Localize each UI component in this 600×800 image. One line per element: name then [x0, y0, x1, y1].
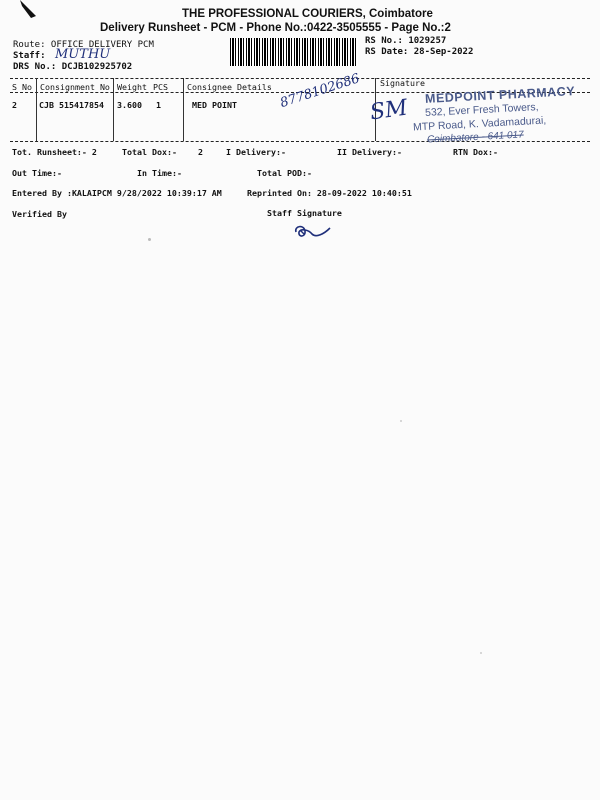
col-divider	[113, 78, 114, 141]
tot-runsheet: Tot. Runsheet:- 2	[12, 147, 97, 157]
company-title: THE PROFESSIONAL COURIERS, Coimbatore	[182, 8, 433, 20]
corner-mark	[18, 0, 40, 20]
col-header-weight: Weight	[117, 82, 147, 92]
verified-by: Verified By	[12, 209, 67, 219]
col-divider	[183, 78, 184, 141]
entered-by: Entered By :KALAIPCM 9/28/2022 10:39:17 AM	[12, 188, 222, 198]
col-header-signature: Signature	[380, 78, 425, 88]
in-time: In Time:-	[137, 168, 182, 178]
route-text: Route: OFFICE DELIVERY PCM	[13, 40, 154, 50]
col-header-sno: S No	[12, 82, 32, 92]
barcode	[230, 38, 358, 66]
scan-speck	[480, 652, 482, 654]
total-pod: Total POD:-	[257, 168, 312, 178]
handwritten-signature: SM	[368, 95, 410, 126]
staff-name-handwritten: MUTHU	[55, 47, 111, 62]
runsheet-subtitle: Delivery Runsheet - PCM - Phone No.:0422-3505555 - Page No.:2	[100, 22, 451, 34]
handwritten-phone-number: 8778102686	[278, 71, 362, 111]
scan-speck	[400, 420, 402, 422]
total-dox-label: Total Dox:-	[122, 147, 177, 157]
staff-signature-label: Staff Signature	[267, 208, 342, 218]
ii-delivery: II Delivery:-	[337, 147, 402, 157]
staff-label: Staff:	[13, 51, 46, 61]
table-row-consignment: CJB 515417854	[39, 100, 104, 110]
rs-date: RS Date: 28-Sep-2022	[365, 47, 474, 57]
stamp-line-3: MTP Road, K. Vadamadurai,	[412, 114, 547, 134]
out-time: Out Time:-	[12, 168, 62, 178]
drs-number: DRS No.: DCJB102925702	[13, 62, 133, 72]
table-row-sno: 2	[12, 100, 17, 110]
col-header-pcs: PCS	[153, 82, 168, 92]
table-top-rule	[10, 78, 590, 79]
col-header-consignment: Consignment No	[40, 82, 110, 92]
col-divider	[36, 78, 37, 141]
table-row-consignee: MED POINT	[192, 100, 237, 110]
table-row-weight: 3.600	[117, 100, 142, 110]
scan-speck	[148, 238, 151, 241]
staff-signature-mark	[290, 222, 336, 244]
stamp-line-2: 532, Ever Fresh Towers,	[424, 101, 539, 119]
rtn-dox: RTN Dox:-	[453, 147, 498, 157]
stamp-line-1: MEDPOINT PHARMACY	[424, 84, 576, 106]
col-header-consignee: Consignee Details	[187, 82, 272, 92]
stamp-line-4: Coimbatore - 641 017	[426, 129, 524, 146]
table-row-pcs: 1	[156, 100, 161, 110]
rs-number: RS No.: 1029257	[365, 36, 447, 46]
total-dox-value: 2	[198, 147, 203, 157]
reprinted-on: Reprinted On: 28-09-2022 10:40:51	[247, 188, 412, 198]
i-delivery: I Delivery:-	[226, 147, 286, 157]
